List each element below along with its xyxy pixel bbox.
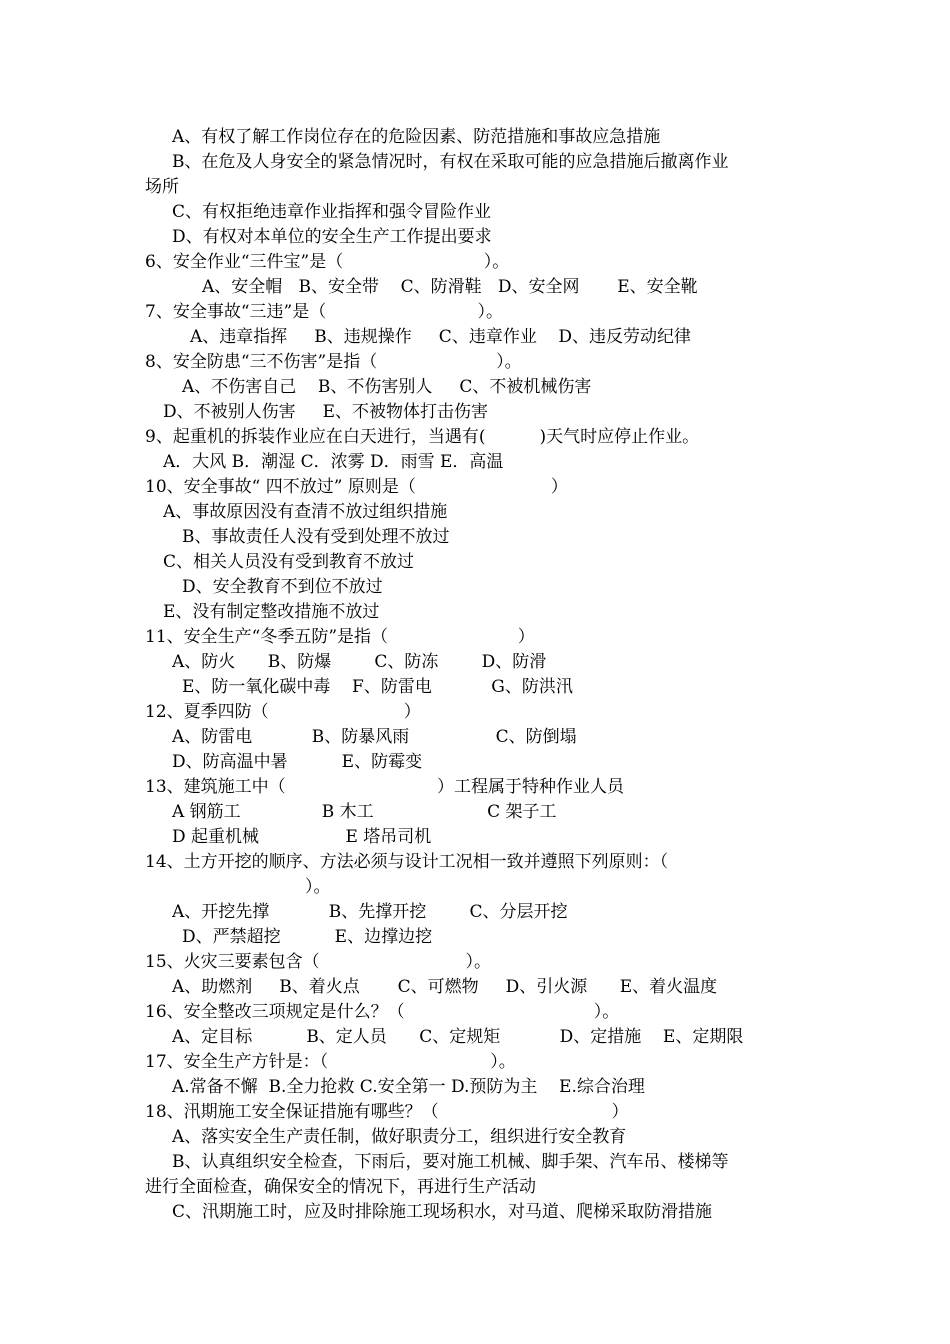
question-6: 6、安全作业“三件宝”是（ ）。 xyxy=(145,252,510,272)
question-10-option-e: E、没有制定整改措施不放过 xyxy=(163,602,380,622)
question-18: 18、汛期施工安全保证措施有哪些？（ ） xyxy=(145,1102,629,1122)
question-9-options: A．大风 B．潮湿 C．浓雾 D．雨雪 E．高温 xyxy=(163,452,504,472)
q5-option-b: B、在危及人身安全的紧急情况时，有权在采取可能的应急措施后撤离作业 xyxy=(172,152,729,172)
question-13-options-1: A 钢筋工 B 木工 C 架子工 xyxy=(172,802,557,822)
question-14-options-1: A、开挖先撑 B、先撑开挖 C、分层开挖 xyxy=(172,902,568,922)
question-8-options-2: D、不被别人伤害 E、不被物体打击伤害 xyxy=(163,402,489,422)
question-12-options-2: D、防高温中暑 E、防霉变 xyxy=(172,752,423,772)
question-12: 12、夏季四防（ ） xyxy=(145,702,421,722)
question-13-options-2: D 起重机械 E 塔吊司机 xyxy=(172,827,432,847)
question-12-options-1: A、防雷电 B、防暴风雨 C、防倒塌 xyxy=(172,727,577,747)
question-15-options: A、助燃剂 B、着火点 C、可燃物 D、引火源 E、着火温度 xyxy=(172,977,718,997)
question-6-options: A、安全帽 B、安全带 C、防滑鞋 D、安全网 E、安全靴 xyxy=(202,277,698,297)
question-7: 7、安全事故“三违”是（ ）。 xyxy=(145,302,504,322)
question-8: 8、安全防患“三不伤害”是指（ ）。 xyxy=(145,352,522,372)
question-14: 14、土方开挖的顺序、方法必须与设计工况相一致并遵照下列原则：（ xyxy=(145,852,669,872)
question-17: 17、安全生产方针是：（ ）。 xyxy=(145,1052,516,1072)
question-7-options: A、违章指挥 B、违规操作 C、违章作业 D、违反劳动纪律 xyxy=(190,327,692,347)
question-18-option-c: C、汛期施工时，应及时排除施工现场积水，对马道、爬梯采取防滑措施 xyxy=(172,1202,713,1222)
question-9: 9、起重机的拆装作业应在白天进行，当遇有( )天气时应停止作业。 xyxy=(145,427,700,447)
question-10-option-d: D、安全教育不到位不放过 xyxy=(182,577,383,597)
q5-option-a: A、有权了解工作岗位存在的危险因素、防范措施和事故应急措施 xyxy=(172,127,661,147)
question-11: 11、安全生产“冬季五防”是指（ ） xyxy=(145,627,535,647)
question-16-options: A、定目标 B、定人员 C、定规矩 D、定措施 E、定期限 xyxy=(172,1027,744,1047)
q5-option-b-continued: 场所 xyxy=(145,177,179,197)
question-17-options: A.常备不懈 B.全力抢救 C.安全第一 D.预防为主 E.综合治理 xyxy=(172,1077,645,1097)
question-15: 15、火灾三要素包含（ ）。 xyxy=(145,952,492,972)
question-10-option-a: A、事故原因没有查清不放过组织措施 xyxy=(163,502,448,522)
question-16: 16、安全整改三项规定是什么？（ ）。 xyxy=(145,1002,620,1022)
question-10: 10、安全事故“ 四不放过” 原则是（ ） xyxy=(145,477,568,497)
question-10-option-b: B、事故责任人没有受到处理不放过 xyxy=(182,527,450,547)
question-11-options-1: A、防火 B、防爆 C、防冻 D、防滑 xyxy=(172,652,547,672)
q5-option-d: D、有权对本单位的安全生产工作提出要求 xyxy=(172,227,492,247)
question-11-options-2: E、防一氧化碳中毒 F、防雷电 G、防洪汛 xyxy=(182,677,573,697)
q5-option-c: C、有权拒绝违章作业指挥和强令冒险作业 xyxy=(172,202,492,222)
question-8-options-1: A、不伤害自己 B、不伤害别人 C、不被机械伤害 xyxy=(182,377,592,397)
question-14-options-2: D、严禁超挖 E、边撑边挖 xyxy=(182,927,433,947)
question-18-option-b-continued: 进行全面检查，确保安全的情况下，再进行生产活动 xyxy=(145,1177,536,1197)
question-14-continued: ）。 xyxy=(305,877,331,897)
question-13: 13、建筑施工中（ ）工程属于特种作业人员 xyxy=(145,777,624,797)
question-18-option-a: A、落实安全生产责任制，做好职责分工，组织进行安全教育 xyxy=(172,1127,627,1147)
question-18-option-b: B、认真组织安全检查，下雨后，要对施工机械、脚手架、汽车吊、楼梯等 xyxy=(172,1152,729,1172)
question-10-option-c: C、相关人员没有受到教育不放过 xyxy=(163,552,415,572)
